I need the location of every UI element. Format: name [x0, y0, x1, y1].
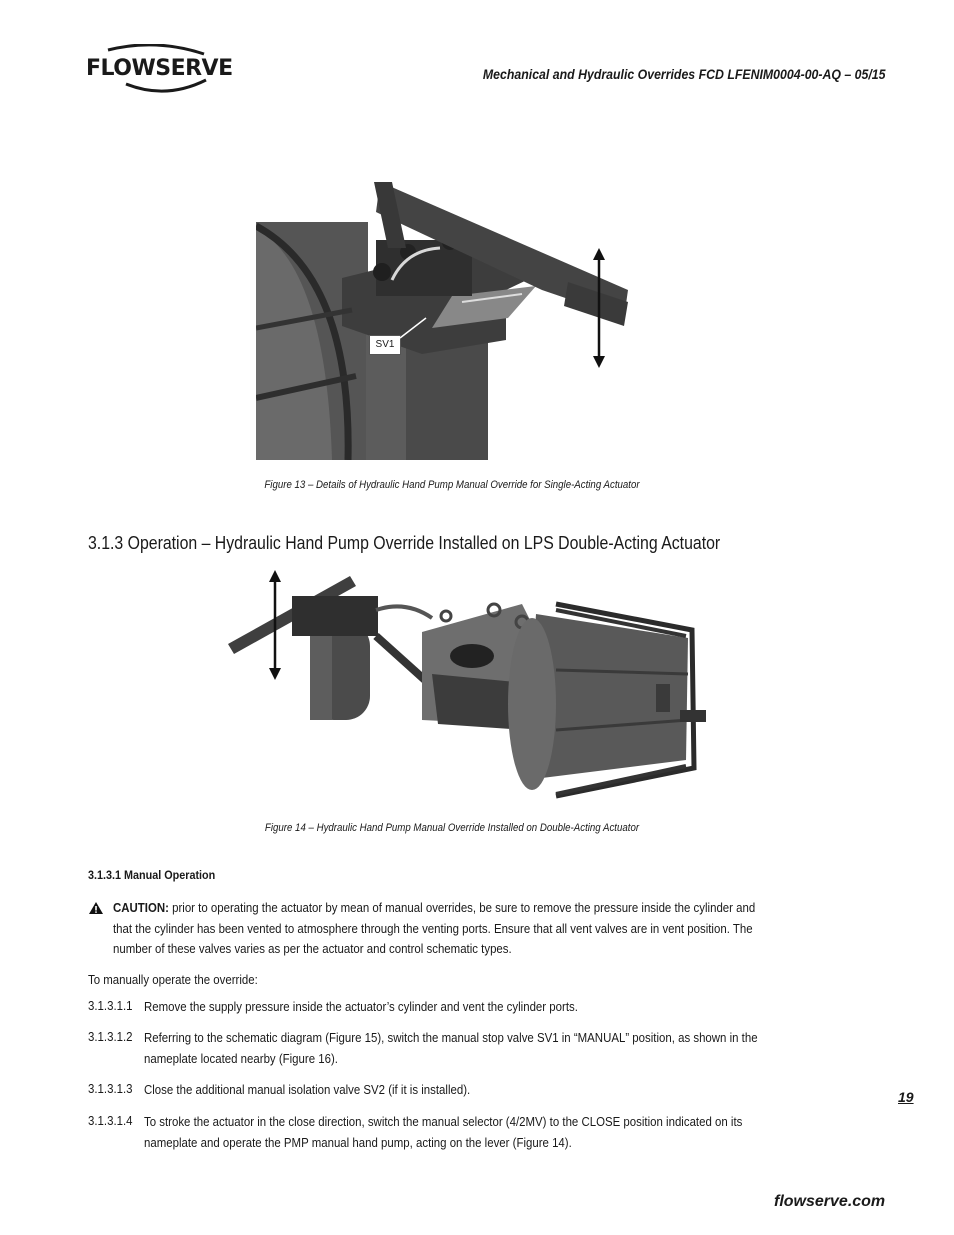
- subsection-heading: 3.1.3.1 Manual Operation: [88, 868, 216, 882]
- logo-swoosh-icon: [86, 44, 226, 96]
- caution-label: CAUTION:: [113, 900, 169, 915]
- lever-up-down-arrow-icon: [267, 570, 283, 680]
- figure-14-image: [226, 570, 716, 810]
- figure-14-caption: Figure 14 – Hydraulic Hand Pump Manual Override Installed on Double-Acting Actuator: [264, 822, 640, 834]
- footer-website-link[interactable]: flowserve.com: [774, 1193, 886, 1210]
- caution-text-1: prior to operating the actuator by mean of manual overrides, be sure to remove the pressure inside the cylinder and: [172, 900, 756, 915]
- document-title: Mechanical and Hydraulic Overrides FCD LFENIM0004-00-AQ – 05/15: [483, 66, 886, 82]
- page-number: 19: [898, 1089, 914, 1105]
- step-text: [144, 1112, 848, 1153]
- caution-line-3: number of these valves varies as per the actuator and control schematic types.: [113, 941, 512, 956]
- step-text: [144, 997, 848, 1018]
- step-line: nameplate and operate the PMP manual hand pump, acting on the lever (Figure 14).: [144, 1134, 572, 1150]
- sv1-label-text: SV1: [375, 339, 395, 350]
- step-line: nameplate located nearby (Figure 16).: [144, 1050, 338, 1066]
- step-line: Referring to the schematic diagram (Figure 15), switch the manual stop valve SV1 in “MANUAL” position, as shown in the: [144, 1030, 758, 1045]
- caution-line-1: [113, 898, 817, 919]
- section-heading: 3.1.3 Operation – Hydraulic Hand Pump Override Installed on LPS Double-Acting Actuator: [88, 533, 721, 553]
- step-number: 3.1.3.1.2: [88, 1029, 133, 1044]
- hand-pump-double-acting-illustration: [226, 570, 716, 810]
- step-line: Close the additional manual isolation valve SV2 (if it is installed).: [144, 1082, 471, 1097]
- stroke-up-down-arrow-icon: [591, 248, 607, 368]
- logo-wordmark: FLOWSERVE: [86, 56, 233, 81]
- caution-block: [113, 898, 817, 960]
- sv1-leader-line: [396, 314, 436, 354]
- step-line: Remove the supply pressure inside the actuator’s cylinder and vent the cylinder ports.: [144, 999, 578, 1014]
- step-text: [144, 1028, 848, 1069]
- caution-warning-icon: [89, 902, 103, 914]
- step-number: 3.1.3.1.1: [88, 998, 133, 1013]
- step-number: 3.1.3.1.3: [88, 1081, 133, 1096]
- caution-line-2: that the cylinder has been vented to atmosphere through the venting ports. Ensure that all vent valves are in vent position. The: [113, 920, 753, 936]
- figure-13-caption: Figure 13 – Details of Hydraulic Hand Pump Manual Override for Single-Acting Actuator: [264, 479, 640, 491]
- step-number: 3.1.3.1.4: [88, 1113, 133, 1128]
- intro-text: To manually operate the override:: [88, 972, 258, 987]
- flowserve-logo: [86, 44, 233, 96]
- step-line: To stroke the actuator in the close direction, switch the manual selector (4/2MV) to the CLOSE position indicated on its: [144, 1114, 743, 1129]
- step-text: [144, 1080, 848, 1101]
